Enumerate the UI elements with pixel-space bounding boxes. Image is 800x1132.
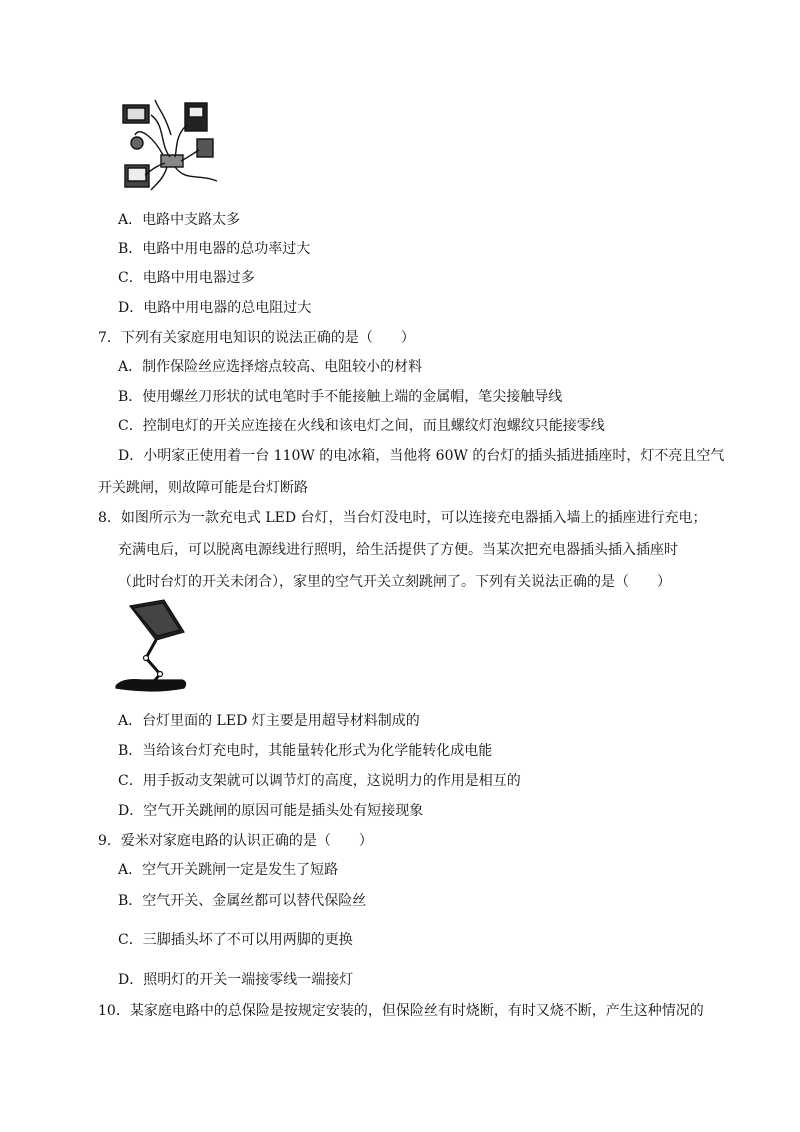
q8-stem-line-2: 充满电后，可以脱离电源线进行照明，给生活提供了方便。当某次把充电器插头插入插座时 xyxy=(118,542,678,558)
q9-option-d: D．照明灯的开关一端接零线一端接灯 xyxy=(118,972,354,988)
q8-option-d: D．空气开关跳闸的原因可能是插头处有短接现象 xyxy=(118,803,424,819)
overloaded-socket-figure xyxy=(115,95,225,195)
q6-option-b: B．电路中用电器的总功率过大 xyxy=(118,241,311,257)
q8-option-c: C．用手扳动支架就可以调节灯的高度，这说明力的作用是相互的 xyxy=(118,773,521,789)
q9-stem: 9．爱米对家庭电路的认识正确的是（ ） xyxy=(98,833,373,849)
q8-option-b: B．当给该台灯充电时，其能量转化形式为化学能转化成电能 xyxy=(118,743,493,759)
q7-option-a: A．制作保险丝应选择熔点较高、电阻较小的材料 xyxy=(118,359,423,375)
q7-option-c: C．控制电灯的开关应连接在火线和该电灯之间，而且螺纹灯泡螺纹只能接零线 xyxy=(118,418,605,434)
q9-option-a: A．空气开关跳闸一定是发生了短路 xyxy=(118,862,339,878)
q7-option-d: D．小明家正使用着一台 110W 的电冰箱，当他将 60W 的台灯的插头插进插座时，灯不亮且空气 xyxy=(118,448,725,464)
q9-option-c: C．三脚插头坏了不可以用两脚的更换 xyxy=(118,932,353,948)
q10-stem: 10．某家庭电路中的总保险是按规定安装的，但保险丝有时烧断，有时又烧不断，产生这种情况的 xyxy=(98,1003,704,1019)
q6-option-a: A．电路中支路太多 xyxy=(118,212,241,228)
q8-option-a: A．台灯里面的 LED 灯主要是用超导材料制成的 xyxy=(118,713,420,729)
q8-stem-line-1: 8．如图所示为一款充电式 LED 台灯，当台灯没电时，可以连接充电器插入墙上的插座进行充电； xyxy=(98,510,707,526)
q7-option-d-continued: 开关跳闸，则故障可能是台灯断路 xyxy=(98,480,308,496)
q8-stem-line-3: （此时台灯的开关未闭合），家里的空气开关立刻跳闸了。下列有关说法正确的是（ ） xyxy=(118,574,671,590)
led-desk-lamp-figure xyxy=(112,596,192,696)
q7-option-b: B．使用螺丝刀形状的试电笔时手不能接触上端的金属帽，笔尖接触导线 xyxy=(118,389,563,405)
q9-option-b: B．空气开关、金属丝都可以替代保险丝 xyxy=(118,893,367,909)
q6-option-c: C．电路中用电器过多 xyxy=(118,270,255,286)
q6-option-d: D．电路中用电器的总电阻过大 xyxy=(118,300,312,316)
q7-stem: 7．下列有关家庭用电知识的说法正确的是（ ） xyxy=(98,330,415,346)
